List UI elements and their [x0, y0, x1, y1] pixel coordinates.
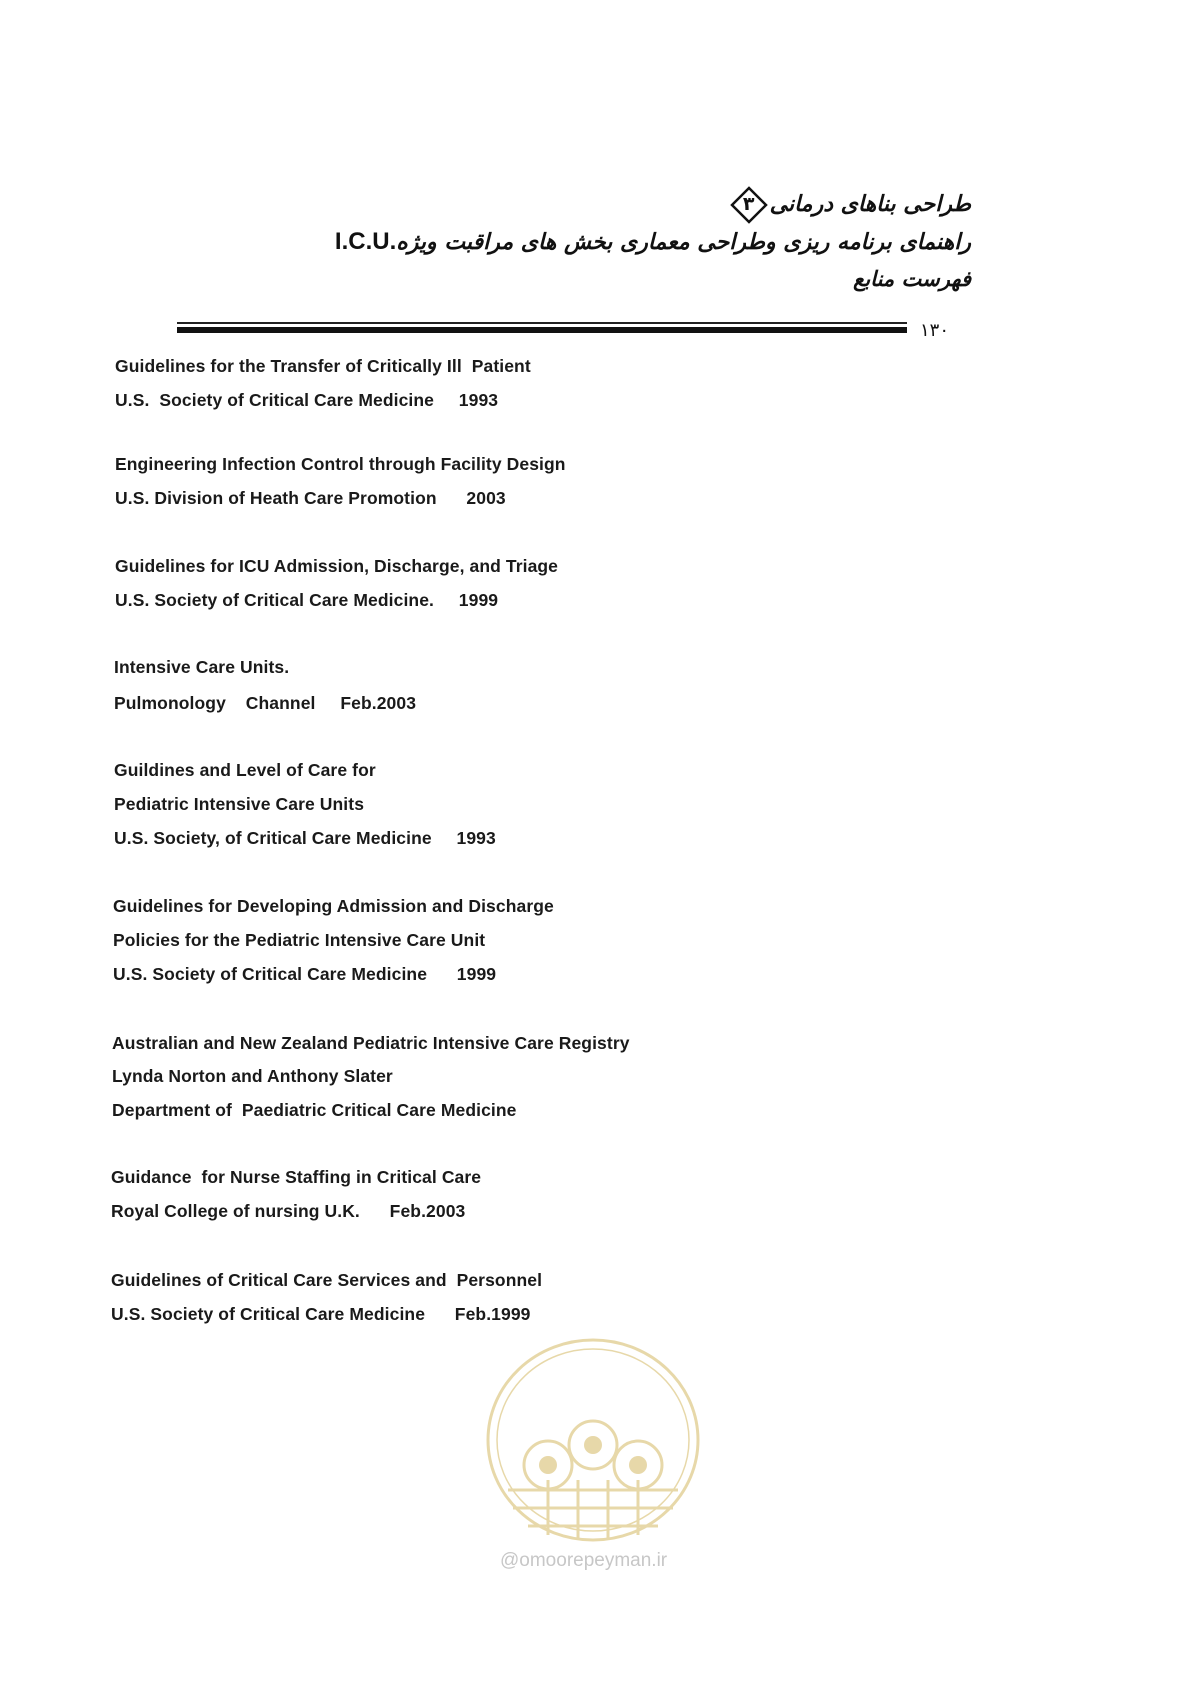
book-title: طراحی بناهای درمانی	[769, 191, 971, 217]
reference-title: Guidelines for ICU Admission, Discharge, and Triage	[115, 556, 559, 576]
reference-detail: Department of Paediatric Critical Care Medicine	[112, 1100, 517, 1120]
reference-detail: U.S. Division of Heath Care Promotion 2003	[115, 488, 506, 508]
header-rule-thick	[177, 327, 907, 333]
reference-detail: U.S. Society of Critical Care Medicine Feb.1999	[111, 1304, 531, 1324]
section-title: فهرست منابع	[853, 266, 971, 291]
reference-title: Intensive Care Units.	[114, 657, 290, 677]
reference-detail: U.S. Society, of Critical Care Medicine 1993	[114, 828, 496, 848]
page-number: ۱۳۰	[920, 320, 950, 341]
reference-detail: U.S. Society of Critical Care Medicine 1993	[115, 390, 499, 410]
volume-diamond-badge	[730, 186, 768, 224]
reference-detail: Policies for the Pediatric Intensive Care Unit	[113, 930, 486, 950]
reference-title: Guidelines for Developing Admission and Discharge	[113, 896, 554, 916]
reference-detail: Pulmonology Channel Feb.2003	[114, 693, 417, 713]
watermark-logo	[478, 1330, 708, 1580]
subtitle-acronym: I.C.U.	[334, 228, 397, 255]
reference-detail: Lynda Norton and Anthony Slater	[112, 1066, 393, 1086]
reference-detail: Royal College of nursing U.K. Feb.2003	[111, 1201, 466, 1221]
reference-detail: Pediatric Intensive Care Units	[114, 794, 365, 814]
reference-title: Engineering Infection Control through Facility Design	[115, 454, 566, 474]
watermark-seal-icon	[478, 1330, 708, 1545]
reference-title: Guidelines for the Transfer of Critically Ill Patient	[115, 356, 531, 376]
reference-detail: U.S. Society of Critical Care Medicine 1999	[113, 964, 497, 984]
header-rule	[177, 322, 907, 333]
reference-title: Australian and New Zealand Pediatric Intensive Care Registry	[112, 1033, 630, 1053]
reference-detail: U.S. Society of Critical Care Medicine. 1999	[115, 590, 499, 610]
page-header	[0, 0, 1191, 360]
reference-title: Guidelines of Critical Care Services and Personnel	[111, 1270, 543, 1290]
subtitle: راهنمای برنامه ریزی وطراحی معماری بخش های مراقبت ویژه	[396, 229, 971, 255]
book-title-line	[728, 186, 971, 224]
reference-title: Guidance for Nurse Staffing in Critical Care	[111, 1167, 482, 1187]
watermark-url: @omoorepeyman.ir	[500, 1550, 668, 1571]
reference-title: Guildines and Level of Care for	[114, 760, 376, 780]
volume-number: ۳	[742, 193, 755, 215]
header-rule-thin	[177, 322, 907, 324]
subtitle-line	[321, 228, 971, 256]
